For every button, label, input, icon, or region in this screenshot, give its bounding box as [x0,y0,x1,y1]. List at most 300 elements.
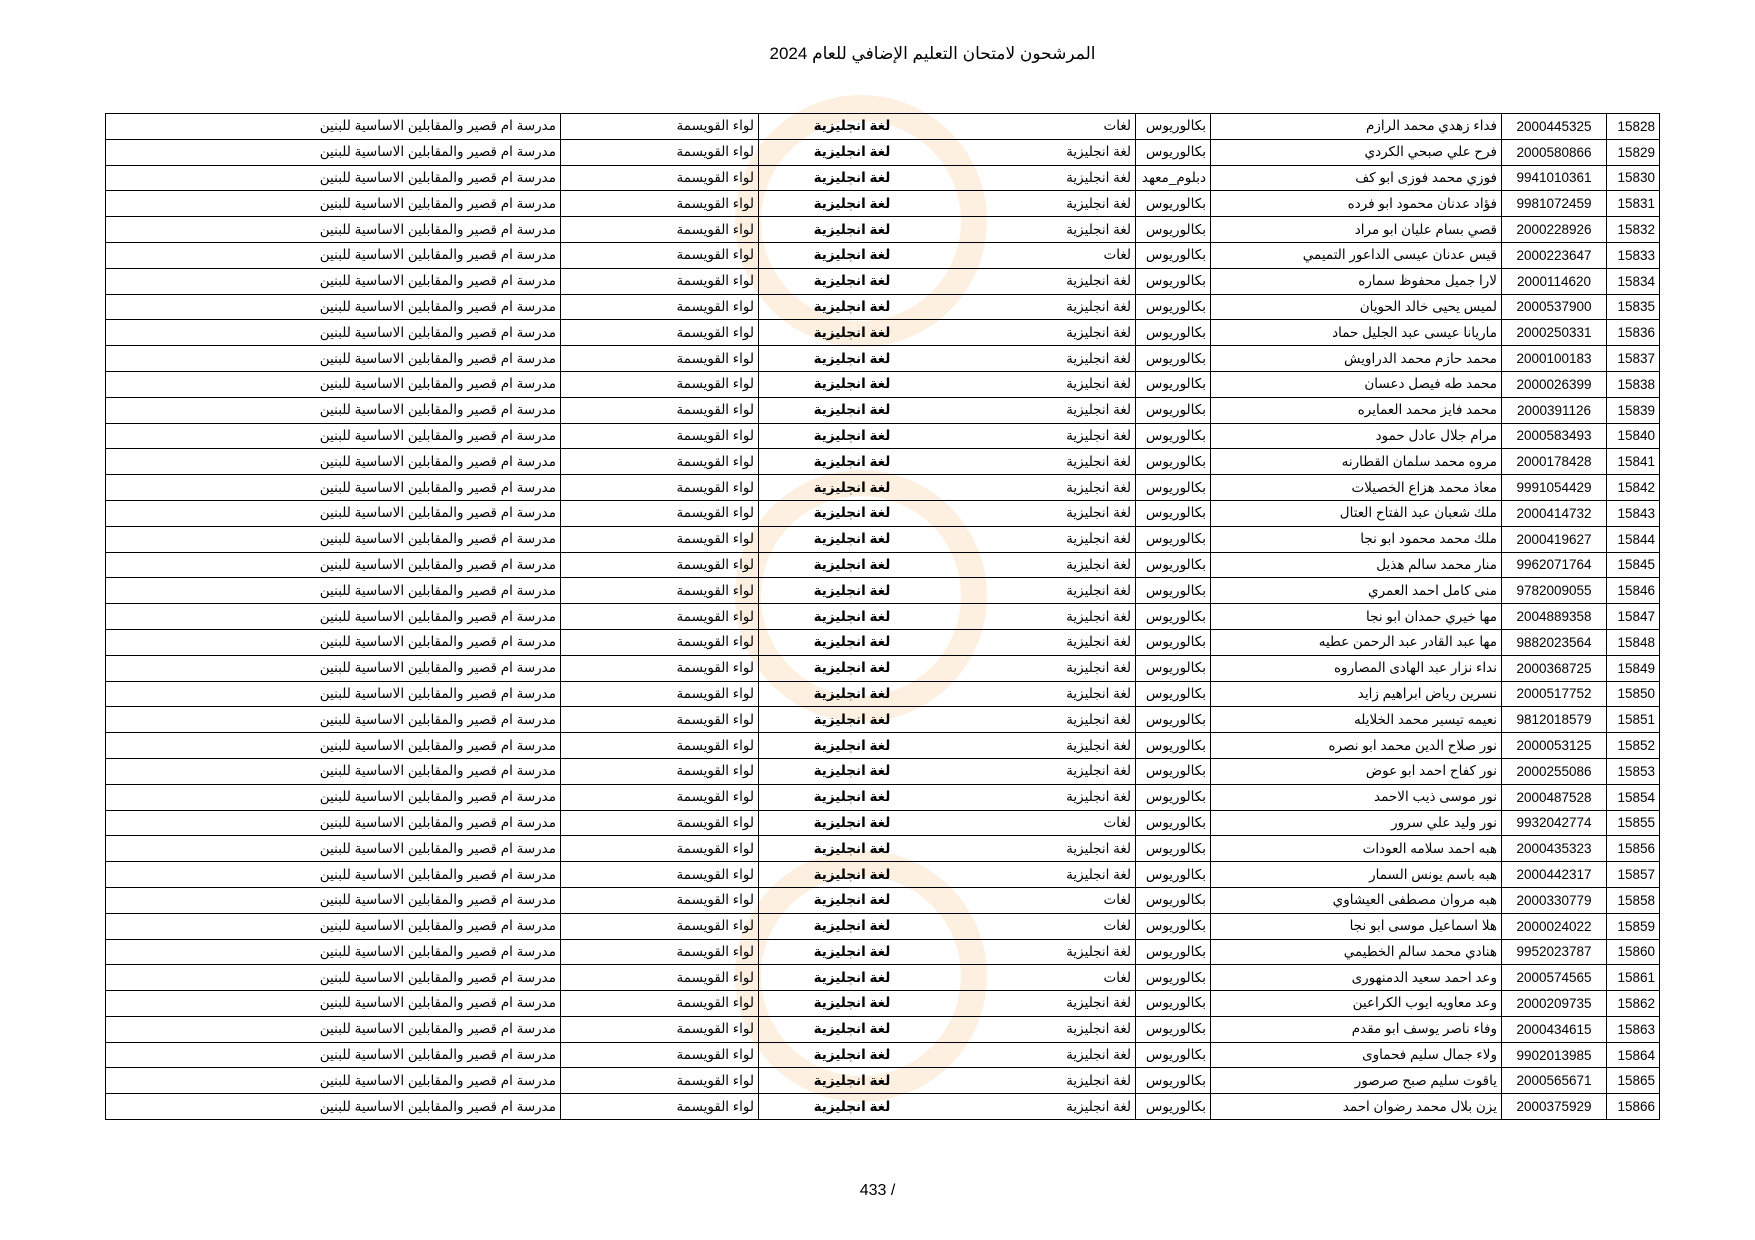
subject-cell: لغة انجليزية [759,139,946,165]
table-row [106,836,1660,862]
sequence-number-cell: 15860 [1607,939,1660,965]
directorate-cell: لواء القويسمة [561,810,759,836]
candidate-name-cell: محمد حازم محمد الدراويش [1211,346,1502,372]
national-id-cell: 2000250331 [1502,320,1607,346]
specialization-cell: لغة انجليزية [945,784,1136,810]
sequence-number-cell: 15854 [1607,784,1660,810]
school-cell: مدرسة ام قصير والمقابلين الاساسية للبنين [106,707,561,733]
table-row [106,784,1660,810]
subject-cell: لغة انجليزية [759,371,946,397]
degree-cell: بكالوريوس [1136,191,1211,217]
directorate-cell: لواء القويسمة [561,707,759,733]
degree-cell: بكالوريوس [1136,294,1211,320]
national-id-cell: 2000026399 [1502,371,1607,397]
candidate-name-cell: هنادي محمد سالم الخطيمي [1211,939,1502,965]
candidate-name-cell: مروه محمد سلمان القطارنه [1211,449,1502,475]
specialization-cell: لغة انجليزية [945,604,1136,630]
directorate-cell: لواء القويسمة [561,629,759,655]
degree-cell: بكالوريوس [1136,475,1211,501]
school-cell: مدرسة ام قصير والمقابلين الاساسية للبنين [106,991,561,1017]
table-row [106,939,1660,965]
school-cell: مدرسة ام قصير والمقابلين الاساسية للبنين [106,655,561,681]
degree-cell: بكالوريوس [1136,604,1211,630]
national-id-cell: 9991054429 [1502,475,1607,501]
candidate-name-cell: يزن بلال محمد رضوان احمد [1211,1094,1502,1120]
specialization-cell: لغات [945,965,1136,991]
directorate-cell: لواء القويسمة [561,991,759,1017]
degree-cell: بكالوريوس [1136,552,1211,578]
directorate-cell: لواء القويسمة [561,862,759,888]
directorate-cell: لواء القويسمة [561,217,759,243]
sequence-number-cell: 15856 [1607,836,1660,862]
candidate-name-cell: فداء زهدي محمد الرازم [1211,114,1502,140]
subject-cell: لغة انجليزية [759,449,946,475]
specialization-cell: لغة انجليزية [945,991,1136,1017]
directorate-cell: لواء القويسمة [561,965,759,991]
degree-cell: بكالوريوس [1136,320,1211,346]
national-id-cell: 2000487528 [1502,784,1607,810]
candidates-table [105,113,1660,1120]
specialization-cell: لغة انجليزية [945,320,1136,346]
candidate-name-cell: معاذ محمد هزاع الخصيلات [1211,475,1502,501]
directorate-cell: لواء القويسمة [561,320,759,346]
table-row [106,578,1660,604]
sequence-number-cell: 15831 [1607,191,1660,217]
school-cell: مدرسة ام قصير والمقابلين الاساسية للبنين [106,965,561,991]
directorate-cell: لواء القويسمة [561,758,759,784]
degree-cell: بكالوريوس [1136,449,1211,475]
candidate-name-cell: هلا اسماعيل موسى ابو نجا [1211,913,1502,939]
subject-cell: لغة انجليزية [759,965,946,991]
subject-cell: لغة انجليزية [759,991,946,1017]
school-cell: مدرسة ام قصير والمقابلين الاساسية للبنين [106,1042,561,1068]
national-id-cell: 2000330779 [1502,887,1607,913]
sequence-number-cell: 15842 [1607,475,1660,501]
specialization-cell: لغة انجليزية [945,578,1136,604]
directorate-cell: لواء القويسمة [561,475,759,501]
school-cell: مدرسة ام قصير والمقابلين الاساسية للبنين [106,629,561,655]
school-cell: مدرسة ام قصير والمقابلين الاساسية للبنين [106,320,561,346]
subject-cell: لغة انجليزية [759,114,946,140]
table-row [106,810,1660,836]
national-id-cell: 9952023787 [1502,939,1607,965]
sequence-number-cell: 15855 [1607,810,1660,836]
candidate-name-cell: محمد طه فيصل دعسان [1211,371,1502,397]
candidate-name-cell: ولاء جمال سليم فحماوى [1211,1042,1502,1068]
degree-cell: بكالوريوس [1136,397,1211,423]
degree-cell: بكالوريوس [1136,1016,1211,1042]
candidate-name-cell: ملك محمد محمود ابو نجا [1211,526,1502,552]
national-id-cell: 2000178428 [1502,449,1607,475]
specialization-cell: لغة انجليزية [945,1042,1136,1068]
specialization-cell: لغة انجليزية [945,191,1136,217]
sequence-number-cell: 15865 [1607,1068,1660,1094]
degree-cell: بكالوريوس [1136,1094,1211,1120]
candidate-name-cell: نداء نزار عبد الهادى المصاروه [1211,655,1502,681]
subject-cell: لغة انجليزية [759,294,946,320]
specialization-cell: لغة انجليزية [945,268,1136,294]
table-row [106,268,1660,294]
degree-cell: بكالوريوس [1136,526,1211,552]
school-cell: مدرسة ام قصير والمقابلين الاساسية للبنين [106,784,561,810]
candidate-name-cell: ياقوت سليم صبح صرصور [1211,1068,1502,1094]
sequence-number-cell: 15833 [1607,242,1660,268]
specialization-cell: لغة انجليزية [945,1016,1136,1042]
directorate-cell: لواء القويسمة [561,1016,759,1042]
subject-cell: لغة انجليزية [759,629,946,655]
subject-cell: لغة انجليزية [759,552,946,578]
sequence-number-cell: 15857 [1607,862,1660,888]
document-title-text: المرشحون لامتحان التعليم الإضافي للعام 2024 [769,44,1096,63]
subject-cell: لغة انجليزية [759,165,946,191]
table-row [106,217,1660,243]
sequence-number-cell: 15858 [1607,887,1660,913]
directorate-cell: لواء القويسمة [561,681,759,707]
national-id-cell: 2000434615 [1502,1016,1607,1042]
directorate-cell: لواء القويسمة [561,139,759,165]
school-cell: مدرسة ام قصير والمقابلين الاساسية للبنين [106,165,561,191]
subject-cell: لغة انجليزية [759,1094,946,1120]
national-id-cell: 2000375929 [1502,1094,1607,1120]
table-row [106,1042,1660,1068]
subject-cell: لغة انجليزية [759,681,946,707]
table-row [106,552,1660,578]
document-title [0,44,1755,64]
candidate-name-cell: هبه احمد سلامه العودات [1211,836,1502,862]
school-cell: مدرسة ام قصير والمقابلين الاساسية للبنين [106,346,561,372]
degree-cell: بكالوريوس [1136,707,1211,733]
table-row [106,965,1660,991]
sequence-number-cell: 15863 [1607,1016,1660,1042]
table-row [106,191,1660,217]
subject-cell: لغة انجليزية [759,475,946,501]
degree-cell: بكالوريوس [1136,423,1211,449]
directorate-cell: لواء القويسمة [561,294,759,320]
table-row [106,887,1660,913]
subject-cell: لغة انجليزية [759,758,946,784]
subject-cell: لغة انجليزية [759,423,946,449]
specialization-cell: لغة انجليزية [945,294,1136,320]
national-id-cell: 2000114620 [1502,268,1607,294]
table-row [106,707,1660,733]
candidate-name-cell: نور صلاح الدين محمد ابو نصره [1211,733,1502,759]
specialization-cell: لغات [945,887,1136,913]
subject-cell: لغة انجليزية [759,1042,946,1068]
subject-cell: لغة انجليزية [759,320,946,346]
degree-cell: بكالوريوس [1136,681,1211,707]
specialization-cell: لغة انجليزية [945,423,1136,449]
table-row [106,526,1660,552]
sequence-number-cell: 15853 [1607,758,1660,784]
degree-cell: بكالوريوس [1136,784,1211,810]
sequence-number-cell: 15843 [1607,500,1660,526]
national-id-cell: 2000419627 [1502,526,1607,552]
degree-cell: بكالوريوس [1136,500,1211,526]
table-row [106,681,1660,707]
table-row [106,862,1660,888]
specialization-cell: لغة انجليزية [945,397,1136,423]
national-id-cell: 2000435323 [1502,836,1607,862]
degree-cell: بكالوريوس [1136,887,1211,913]
degree-cell: بكالوريوس [1136,371,1211,397]
degree-cell: بكالوريوس [1136,268,1211,294]
national-id-cell: 9941010361 [1502,165,1607,191]
national-id-cell: 9782009055 [1502,578,1607,604]
specialization-cell: لغة انجليزية [945,449,1136,475]
school-cell: مدرسة ام قصير والمقابلين الاساسية للبنين [106,294,561,320]
national-id-cell: 2000442317 [1502,862,1607,888]
directorate-cell: لواء القويسمة [561,114,759,140]
table-row [106,913,1660,939]
sequence-number-cell: 15847 [1607,604,1660,630]
national-id-cell: 2000517752 [1502,681,1607,707]
school-cell: مدرسة ام قصير والمقابلين الاساسية للبنين [106,862,561,888]
degree-cell: بكالوريوس [1136,655,1211,681]
subject-cell: لغة انجليزية [759,1068,946,1094]
candidate-name-cell: نسرين رياض ابراهيم زايد [1211,681,1502,707]
specialization-cell: لغات [945,242,1136,268]
school-cell: مدرسة ام قصير والمقابلين الاساسية للبنين [106,217,561,243]
candidate-name-cell: لارا جميل محفوظ سماره [1211,268,1502,294]
school-cell: مدرسة ام قصير والمقابلين الاساسية للبنين [106,836,561,862]
sequence-number-cell: 15834 [1607,268,1660,294]
subject-cell: لغة انجليزية [759,526,946,552]
table-row [106,320,1660,346]
sequence-number-cell: 15845 [1607,552,1660,578]
page-number [0,1182,1755,1200]
school-cell: مدرسة ام قصير والمقابلين الاساسية للبنين [106,500,561,526]
subject-cell: لغة انجليزية [759,655,946,681]
school-cell: مدرسة ام قصير والمقابلين الاساسية للبنين [106,114,561,140]
specialization-cell: لغة انجليزية [945,681,1136,707]
subject-cell: لغة انجليزية [759,578,946,604]
degree-cell: بكالوريوس [1136,578,1211,604]
specialization-cell: لغة انجليزية [945,552,1136,578]
candidate-name-cell: وعد معاويه ايوب الكراعين [1211,991,1502,1017]
sequence-number-cell: 15840 [1607,423,1660,449]
table-row [106,733,1660,759]
candidate-name-cell: وفاء ناصر يوسف ابو مقدم [1211,1016,1502,1042]
degree-cell: بكالوريوس [1136,139,1211,165]
national-id-cell: 9902013985 [1502,1042,1607,1068]
school-cell: مدرسة ام قصير والمقابلين الاساسية للبنين [106,552,561,578]
subject-cell: لغة انجليزية [759,604,946,630]
school-cell: مدرسة ام قصير والمقابلين الاساسية للبنين [106,423,561,449]
candidate-name-cell: هبه مروان مصطفى العيشاوي [1211,887,1502,913]
directorate-cell: لواء القويسمة [561,165,759,191]
national-id-cell: 2000391126 [1502,397,1607,423]
table-row [106,758,1660,784]
national-id-cell: 2000445325 [1502,114,1607,140]
degree-cell: بكالوريوس [1136,733,1211,759]
sequence-number-cell: 15852 [1607,733,1660,759]
table-row [106,629,1660,655]
sequence-number-cell: 15839 [1607,397,1660,423]
table-row [106,1094,1660,1120]
candidate-name-cell: فوزي محمد فوزى ابو كف [1211,165,1502,191]
directorate-cell: لواء القويسمة [561,836,759,862]
directorate-cell: لواء القويسمة [561,655,759,681]
specialization-cell: لغة انجليزية [945,758,1136,784]
specialization-cell: لغة انجليزية [945,217,1136,243]
specialization-cell: لغة انجليزية [945,1094,1136,1120]
sequence-number-cell: 15859 [1607,913,1660,939]
subject-cell: لغة انجليزية [759,242,946,268]
table-row [106,1016,1660,1042]
subject-cell: لغة انجليزية [759,1016,946,1042]
school-cell: مدرسة ام قصير والمقابلين الاساسية للبنين [106,604,561,630]
candidate-name-cell: منار محمد سالم هذيل [1211,552,1502,578]
specialization-cell: لغة انجليزية [945,475,1136,501]
national-id-cell: 2000574565 [1502,965,1607,991]
specialization-cell: لغة انجليزية [945,836,1136,862]
directorate-cell: لواء القويسمة [561,242,759,268]
degree-cell: بكالوريوس [1136,965,1211,991]
sequence-number-cell: 15832 [1607,217,1660,243]
directorate-cell: لواء القويسمة [561,346,759,372]
subject-cell: لغة انجليزية [759,707,946,733]
specialization-cell: لغة انجليزية [945,939,1136,965]
sequence-number-cell: 15851 [1607,707,1660,733]
national-id-cell: 2000209735 [1502,991,1607,1017]
school-cell: مدرسة ام قصير والمقابلين الاساسية للبنين [106,578,561,604]
sequence-number-cell: 15836 [1607,320,1660,346]
table-row [106,604,1660,630]
national-id-cell: 9882023564 [1502,629,1607,655]
school-cell: مدرسة ام قصير والمقابلين الاساسية للبنين [106,939,561,965]
school-cell: مدرسة ام قصير والمقابلين الاساسية للبنين [106,913,561,939]
table-row [106,114,1660,140]
degree-cell: بكالوريوس [1136,1042,1211,1068]
national-id-cell: 9962071764 [1502,552,1607,578]
degree-cell: بكالوريوس [1136,810,1211,836]
directorate-cell: لواء القويسمة [561,500,759,526]
table-row [106,346,1660,372]
school-cell: مدرسة ام قصير والمقابلين الاساسية للبنين [106,139,561,165]
sequence-number-cell: 15844 [1607,526,1660,552]
directorate-cell: لواء القويسمة [561,913,759,939]
candidate-name-cell: نور كفاح احمد ابو عوض [1211,758,1502,784]
candidate-name-cell: مها عبد القادر عبد الرحمن عطيه [1211,629,1502,655]
national-id-cell: 2000255086 [1502,758,1607,784]
candidate-name-cell: نور وليد علي سرور [1211,810,1502,836]
sequence-number-cell: 15846 [1607,578,1660,604]
sequence-number-cell: 15828 [1607,114,1660,140]
school-cell: مدرسة ام قصير والمقابلين الاساسية للبنين [106,1068,561,1094]
subject-cell: لغة انجليزية [759,862,946,888]
degree-cell: بكالوريوس [1136,217,1211,243]
table-row [106,371,1660,397]
degree-cell: دبلوم_معهد [1136,165,1211,191]
national-id-cell: 2000024022 [1502,913,1607,939]
subject-cell: لغة انجليزية [759,939,946,965]
table-row [106,991,1660,1017]
subject-cell: لغة انجليزية [759,500,946,526]
table-row [106,655,1660,681]
directorate-cell: لواء القويسمة [561,526,759,552]
directorate-cell: لواء القويسمة [561,939,759,965]
degree-cell: بكالوريوس [1136,862,1211,888]
candidate-name-cell: وعد احمد سعيد الدمنهورى [1211,965,1502,991]
school-cell: مدرسة ام قصير والمقابلين الاساسية للبنين [106,526,561,552]
degree-cell: بكالوريوس [1136,939,1211,965]
directorate-cell: لواء القويسمة [561,733,759,759]
sequence-number-cell: 15862 [1607,991,1660,1017]
table-row [106,294,1660,320]
directorate-cell: لواء القويسمة [561,552,759,578]
school-cell: مدرسة ام قصير والمقابلين الاساسية للبنين [106,371,561,397]
table-row [106,500,1660,526]
school-cell: مدرسة ام قصير والمقابلين الاساسية للبنين [106,475,561,501]
candidate-name-cell: ماريانا عيسى عبد الجليل حماد [1211,320,1502,346]
candidate-name-cell: مرام جلال عادل حمود [1211,423,1502,449]
degree-cell: بكالوريوس [1136,991,1211,1017]
degree-cell: بكالوريوس [1136,758,1211,784]
school-cell: مدرسة ام قصير والمقابلين الاساسية للبنين [106,887,561,913]
specialization-cell: لغة انجليزية [945,526,1136,552]
candidate-name-cell: محمد فايز محمد العمايره [1211,397,1502,423]
subject-cell: لغة انجليزية [759,913,946,939]
specialization-cell: لغة انجليزية [945,1068,1136,1094]
national-id-cell: 2000223647 [1502,242,1607,268]
national-id-cell: 2000537900 [1502,294,1607,320]
sequence-number-cell: 15866 [1607,1094,1660,1120]
table-row [106,165,1660,191]
table-row [106,475,1660,501]
degree-cell: بكالوريوس [1136,836,1211,862]
candidate-name-cell: مها خيري حمدان ابو نجا [1211,604,1502,630]
national-id-cell: 2000583493 [1502,423,1607,449]
directorate-cell: لواء القويسمة [561,397,759,423]
subject-cell: لغة انجليزية [759,836,946,862]
sequence-number-cell: 15835 [1607,294,1660,320]
sequence-number-cell: 15864 [1607,1042,1660,1068]
directorate-cell: لواء القويسمة [561,887,759,913]
subject-cell: لغة انجليزية [759,191,946,217]
directorate-cell: لواء القويسمة [561,449,759,475]
sequence-number-cell: 15829 [1607,139,1660,165]
sequence-number-cell: 15861 [1607,965,1660,991]
school-cell: مدرسة ام قصير والمقابلين الاساسية للبنين [106,681,561,707]
subject-cell: لغة انجليزية [759,784,946,810]
candidate-name-cell: فؤاد عدنان محمود ابو فرده [1211,191,1502,217]
table-row [106,449,1660,475]
table-row [106,1068,1660,1094]
subject-cell: لغة انجليزية [759,346,946,372]
candidate-name-cell: نعيمه تيسير محمد الخلايله [1211,707,1502,733]
candidate-name-cell: نور موسى ذيب الاحمد [1211,784,1502,810]
school-cell: مدرسة ام قصير والمقابلين الاساسية للبنين [106,758,561,784]
national-id-cell: 2000565671 [1502,1068,1607,1094]
candidate-name-cell: قيس عدنان عيسى الداعور التميمي [1211,242,1502,268]
specialization-cell: لغات [945,913,1136,939]
specialization-cell: لغة انجليزية [945,707,1136,733]
school-cell: مدرسة ام قصير والمقابلين الاساسية للبنين [106,191,561,217]
school-cell: مدرسة ام قصير والمقابلين الاساسية للبنين [106,810,561,836]
degree-cell: بكالوريوس [1136,629,1211,655]
school-cell: مدرسة ام قصير والمقابلين الاساسية للبنين [106,268,561,294]
subject-cell: لغة انجليزية [759,887,946,913]
subject-cell: لغة انجليزية [759,268,946,294]
specialization-cell: لغة انجليزية [945,629,1136,655]
specialization-cell: لغات [945,810,1136,836]
subject-cell: لغة انجليزية [759,397,946,423]
page-number-text: 433 / [859,1182,896,1199]
national-id-cell: 2004889358 [1502,604,1607,630]
directorate-cell: لواء القويسمة [561,1068,759,1094]
candidate-name-cell: قصي بسام عليان ابو مراد [1211,217,1502,243]
candidate-name-cell: فرح علي صبحي الكردي [1211,139,1502,165]
